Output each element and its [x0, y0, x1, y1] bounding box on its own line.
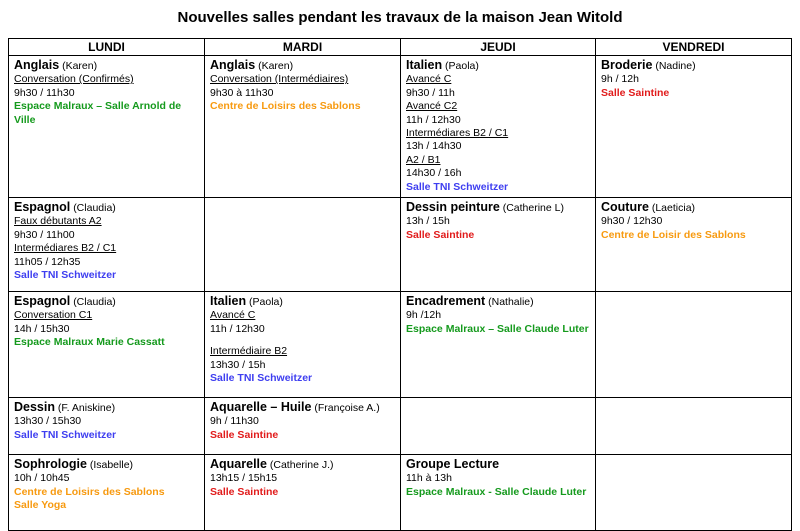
- schedule-table: [8, 38, 792, 531]
- course-name: Espagnol: [14, 200, 71, 215]
- location-label: Salle TNI Schweitzer: [14, 269, 117, 282]
- location-label: Espace Malraux - Salle Claude Luter: [406, 485, 587, 498]
- table-row: [9, 292, 792, 398]
- cell-vendredi-couture: [596, 198, 792, 292]
- location-label: Centre de Loisir des Sablons: [601, 228, 746, 241]
- table-row: [9, 398, 792, 455]
- cell-lundi-sophrologie: [9, 455, 205, 531]
- day-header-jeudi: JEUDI: [401, 39, 596, 56]
- time-slot: 9h /12h: [406, 309, 442, 322]
- time-slot: 9h30 / 11h30: [14, 86, 75, 99]
- time-slot: 14h / 15h30: [14, 322, 70, 335]
- teacher-name: (Isabelle): [89, 459, 134, 472]
- teacher-name: (Paola): [445, 60, 479, 72]
- course-name: Anglais: [14, 58, 60, 72]
- course-name: Italien: [406, 58, 443, 72]
- teacher-name: (Laeticia): [651, 202, 696, 215]
- course-name: Sophrologie: [14, 457, 87, 472]
- course-name: Dessin: [14, 400, 55, 415]
- location-label: Salle TNI Schweitzer: [210, 372, 313, 385]
- course-name: Dessin peinture: [406, 200, 500, 215]
- time-slot: 14h30 / 16h: [406, 167, 462, 180]
- location-label: Salle Saintine: [406, 228, 475, 241]
- location-label: Espace Malraux – Salle Arnold de Ville: [14, 100, 182, 126]
- course-name: Encadrement: [406, 294, 486, 309]
- cell-jeudi-encadrement: [401, 292, 596, 398]
- course-name: Anglais: [210, 58, 256, 72]
- level-label: Faux débutants A2: [14, 215, 102, 228]
- level-label: Intermédiares B2 / C1: [406, 127, 509, 140]
- course-name: Broderie: [601, 58, 653, 72]
- day-header-mardi: MARDI: [205, 39, 401, 56]
- table-row: [9, 455, 792, 531]
- cell-lundi-dessin: [9, 398, 205, 455]
- location-label: Centre de Loisirs des Sablons: [210, 100, 361, 113]
- location-label: Salle TNI Schweitzer: [406, 180, 509, 193]
- table-row: [9, 198, 792, 292]
- cell-empty: [596, 398, 792, 455]
- cell-lundi-anglais: [9, 56, 205, 198]
- level-label: Avancé C2: [406, 100, 458, 113]
- teacher-name: (F. Aniskine): [57, 402, 116, 415]
- cell-empty: [596, 292, 792, 398]
- time-slot: 11h05 / 12h35: [14, 255, 81, 268]
- cell-mardi-anglais: [205, 56, 401, 198]
- time-slot: 9h / 12h: [601, 73, 639, 86]
- teacher-name: (Karen): [62, 60, 98, 72]
- time-slot: 13h15 / 15h15: [210, 472, 278, 485]
- location-label: Centre de Loisirs des Sablons: [14, 485, 165, 498]
- time-slot: 9h30 à 11h30: [210, 86, 274, 99]
- teacher-name: (Catherine J.): [269, 459, 334, 472]
- time-slot: 9h30 / 11h00: [14, 228, 75, 241]
- cell-mardi-italien: [205, 292, 401, 398]
- time-slot: 13h30 / 15h30: [14, 415, 82, 428]
- teacher-name: (Catherine L): [502, 202, 564, 215]
- level-label: Conversation (Intermédiaires): [210, 73, 349, 86]
- cell-jeudi-dessin-peinture: [401, 198, 596, 292]
- time-slot: 11h / 12h30: [406, 113, 461, 126]
- level-label: Conversation C1: [14, 309, 93, 322]
- course-name: Couture: [601, 200, 649, 215]
- course-name: Italien: [210, 294, 247, 309]
- time-slot: 9h / 11h30: [210, 415, 259, 428]
- course-name: Aquarelle: [210, 457, 267, 472]
- page-title: Nouvelles salles pendant les travaux de la maison Jean Witold: [177, 9, 623, 26]
- course-name: Groupe Lecture: [406, 457, 500, 472]
- cell-vendredi-broderie: [596, 56, 792, 198]
- location-label: Salle Saintine: [210, 428, 279, 441]
- location-label: Salle Saintine: [601, 86, 670, 99]
- time-slot: 10h / 10h45: [14, 472, 70, 485]
- cell-jeudi-groupe-lecture: [401, 455, 596, 531]
- level-label: Avancé C: [406, 73, 452, 86]
- level-label: Avancé C: [210, 309, 256, 322]
- time-slot: 13h30 / 15h: [210, 358, 266, 371]
- location-label: Salle TNI Schweitzer: [14, 428, 117, 441]
- teacher-name: (Nadine): [655, 60, 696, 72]
- teacher-name: (Karen): [258, 60, 294, 72]
- level-label: A2 / B1: [406, 153, 441, 166]
- time-slot: 13h / 14h30: [406, 140, 462, 153]
- time-slot: 9h30 / 12h30: [601, 215, 663, 228]
- cell-lundi-espagnol-conversation: [9, 292, 205, 398]
- course-name: Espagnol: [14, 294, 71, 309]
- course-name: Aquarelle – Huile: [210, 400, 312, 415]
- teacher-name: (Claudia): [73, 296, 116, 309]
- cell-jeudi-italien: [401, 56, 596, 198]
- cell-mardi-aquarelle: [205, 455, 401, 531]
- cell-empty: [401, 398, 596, 455]
- time-slot: 11h à 13h: [406, 472, 452, 485]
- teacher-name: (Paola): [249, 296, 283, 309]
- cell-mardi-aquarelle-huile: [205, 398, 401, 455]
- header-row: [9, 39, 792, 56]
- time-slot: 9h30 / 11h: [406, 86, 455, 99]
- spacer: [210, 336, 395, 345]
- cell-lundi-espagnol: [9, 198, 205, 292]
- level-label: Intermédiaire B2: [210, 345, 288, 358]
- location-label: Espace Malraux – Salle Claude Luter: [406, 322, 589, 335]
- day-header-vendredi: VENDREDI: [596, 39, 792, 56]
- level-label: Intermédiares B2 / C1: [14, 242, 117, 255]
- table-row: [9, 56, 792, 198]
- location-label-room: Salle Yoga: [14, 499, 67, 512]
- location-label: Salle Saintine: [210, 485, 279, 498]
- time-slot: 13h / 15h: [406, 215, 450, 228]
- cell-empty: [596, 455, 792, 531]
- level-label: Conversation (Confirmés): [14, 73, 134, 86]
- teacher-name: (Nathalie): [488, 296, 534, 309]
- teacher-name: (Françoise A.): [314, 402, 380, 415]
- cell-empty: [205, 198, 401, 292]
- teacher-name: (Claudia): [73, 202, 116, 215]
- time-slot: 11h / 12h30: [210, 322, 265, 335]
- location-label: Espace Malraux Marie Cassatt: [14, 336, 165, 349]
- day-header-lundi: LUNDI: [9, 39, 205, 56]
